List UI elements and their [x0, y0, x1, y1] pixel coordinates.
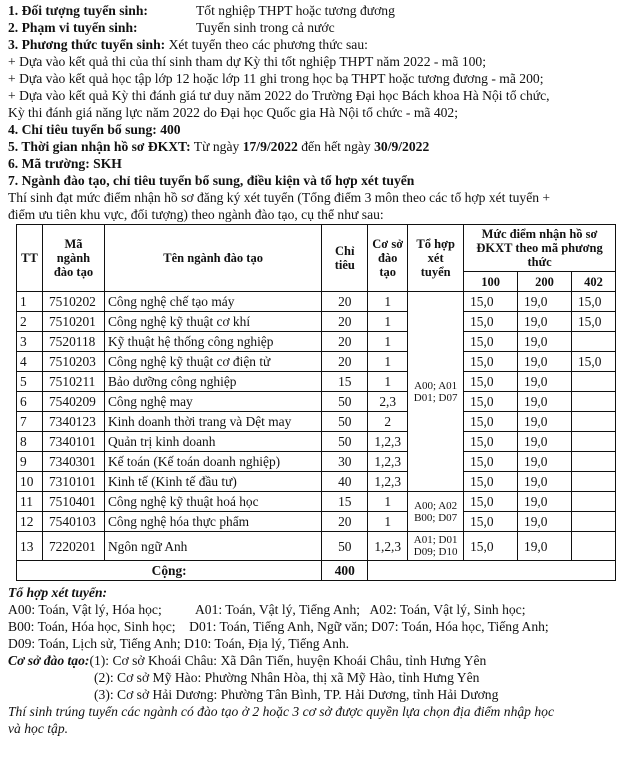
- cell-name: Kế toán (Kế toán doanh nghiệp): [104, 452, 321, 472]
- cell-quota: 20: [322, 292, 368, 312]
- cell-quota: 15: [322, 492, 368, 512]
- cell-combo: A00; A01 D01; D07: [408, 292, 464, 492]
- cell-score-200: 19,0: [518, 332, 572, 352]
- cell-score-100: 15,0: [464, 412, 518, 432]
- table-row: [17, 432, 616, 452]
- cell-campus: 1: [368, 312, 408, 332]
- cell-quota: 40: [322, 472, 368, 492]
- cell-name: Kinh tế (Kinh tế đầu tư): [104, 472, 321, 492]
- cell-campus: 2,3: [368, 392, 408, 412]
- cell-score-100: 15,0: [464, 452, 518, 472]
- table-row: [17, 392, 616, 412]
- cell-tt: 11: [17, 492, 43, 512]
- section-3: 3. Phương thức tuyển sinh: Xét tuyển theo các phương thức sau:: [8, 37, 368, 52]
- table-row: [17, 412, 616, 432]
- th-100: 100: [464, 272, 518, 292]
- table-row: [17, 512, 616, 532]
- cell-quota: 20: [322, 312, 368, 332]
- cell-code: 7510401: [42, 492, 104, 512]
- cell-score-402: [571, 492, 615, 512]
- cell-code: 7520118: [42, 332, 104, 352]
- cell-score-402: [571, 532, 615, 561]
- method-100: + Dựa vào kết quả thi của thí sinh tham dự Kỳ thi tốt nghiệp THPT năm 2022 - mã 100;: [8, 54, 486, 69]
- cell-combo: A01; D01 D09; D10: [408, 532, 464, 561]
- table-row: [17, 472, 616, 492]
- intro-line-2: điểm ưu tiên khu vực, đối tượng) theo ngành đào tạo, cụ thể như sau:: [8, 207, 384, 222]
- cell-score-402: 15,0: [571, 292, 615, 312]
- cell-tt: 5: [17, 372, 43, 392]
- cell-score-200: 19,0: [518, 312, 572, 332]
- cell-quota: 20: [322, 332, 368, 352]
- cell-campus: 1,2,3: [368, 452, 408, 472]
- cell-campus: 1: [368, 512, 408, 532]
- th-tt: TT: [17, 225, 43, 292]
- combo-title: Tổ hợp xét tuyển:: [8, 585, 108, 600]
- cell-score-200: 19,0: [518, 432, 572, 452]
- cell-score-200: 19,0: [518, 412, 572, 432]
- cell-campus: 1,2,3: [368, 532, 408, 561]
- cell-score-100: 15,0: [464, 432, 518, 452]
- table-row: [17, 532, 616, 561]
- method-402-a: + Dựa vào kết quả Kỳ thi đánh giá tư duy năm 2022 do Trường Đại học Bách khoa Hà Nội tổ chức,: [8, 88, 550, 103]
- cell-quota: 15: [322, 372, 368, 392]
- cell-tt: 4: [17, 352, 43, 372]
- cell-code: 7540103: [42, 512, 104, 532]
- method-200: + Dựa vào kết quả học tập lớp 12 hoặc lớp 11 ghi trong học bạ THPT hoặc tương đương - mã 200;: [8, 71, 544, 86]
- cell-score-402: [571, 472, 615, 492]
- table-row: [17, 292, 616, 312]
- cell-quota: 50: [322, 392, 368, 412]
- campus-line: (2): Cơ sở Mỹ Hào: Phường Nhân Hòa, thị xã Mỹ Hào, tỉnh Hưng Yên: [94, 670, 480, 685]
- table-row: [17, 352, 616, 372]
- cell-code: 7540209: [42, 392, 104, 412]
- section-5: 5. Thời gian nhận hồ sơ ĐKXT: Từ ngày 17/9/2022 đến hết ngày 30/9/2022: [8, 139, 430, 154]
- table-row: [17, 312, 616, 332]
- cell-score-100: 15,0: [464, 472, 518, 492]
- total-value: 400: [322, 561, 368, 581]
- cell-score-100: 15,0: [464, 372, 518, 392]
- cell-campus: 1,2,3: [368, 432, 408, 452]
- total-empty: [368, 561, 616, 581]
- cell-score-402: 15,0: [571, 312, 615, 332]
- note-line: và học tập.: [8, 721, 69, 736]
- table-row: [17, 372, 616, 392]
- cell-quota: 20: [322, 352, 368, 372]
- cell-score-402: [571, 432, 615, 452]
- cell-combo: A00; A02 B00; D07: [408, 492, 464, 532]
- combo-line: D09: Toán, Lịch sử, Tiếng Anh; D10: Toán, Địa lý, Tiếng Anh.: [8, 636, 350, 651]
- cell-tt: 13: [17, 532, 43, 561]
- cell-score-402: [571, 332, 615, 352]
- th-campus: Cơ sở đào tạo: [368, 225, 408, 292]
- cell-tt: 9: [17, 452, 43, 472]
- cell-score-402: [571, 512, 615, 532]
- cell-name: Công nghệ hóa thực phẩm: [104, 512, 321, 532]
- total-label: Cộng:: [17, 561, 322, 581]
- th-name: Tên ngành đào tạo: [104, 225, 321, 292]
- cell-name: Công nghệ kỹ thuật cơ khí: [104, 312, 321, 332]
- cell-name: Kỹ thuật hệ thống công nghiệp: [104, 332, 321, 352]
- cell-campus: 1: [368, 292, 408, 312]
- cell-score-100: 15,0: [464, 312, 518, 332]
- programs-table: [16, 224, 616, 581]
- cell-score-100: 15,0: [464, 492, 518, 512]
- section-7: 7. Ngành đào tạo, chỉ tiêu tuyển bổ sung, điều kiện và tổ hợp xét tuyển: [8, 173, 415, 188]
- cell-score-100: 15,0: [464, 352, 518, 372]
- cell-tt: 6: [17, 392, 43, 412]
- section-2: 2. Phạm vi tuyển sinh: Tuyển sinh trong cả nước: [8, 20, 335, 35]
- total-row: [17, 561, 616, 581]
- cell-score-200: 19,0: [518, 392, 572, 412]
- table-body: [17, 292, 616, 581]
- cell-quota: 30: [322, 452, 368, 472]
- combo-line: A00: Toán, Vật lý, Hóa học; A01: Toán, Vật lý, Tiếng Anh; A02: Toán, Vật lý, Sinh học;: [8, 602, 526, 617]
- cell-score-402: [571, 392, 615, 412]
- cell-name: Bảo dưỡng công nghiệp: [104, 372, 321, 392]
- cell-quota: 50: [322, 412, 368, 432]
- cell-name: Công nghệ kỹ thuật cơ điện tử: [104, 352, 321, 372]
- combo-line: B00: Toán, Hóa học, Sinh học; D01: Toán, Tiếng Anh, Ngữ văn; D07: Toán, Hóa học, Tiếng Anh;: [8, 619, 549, 634]
- cell-campus: 1,2,3: [368, 472, 408, 492]
- cell-quota: 20: [322, 512, 368, 532]
- cell-code: 7340101: [42, 432, 104, 452]
- cell-score-200: 19,0: [518, 452, 572, 472]
- cell-name: Ngôn ngữ Anh: [104, 532, 321, 561]
- table-row: [17, 492, 616, 512]
- cell-tt: 1: [17, 292, 43, 312]
- cell-tt: 8: [17, 432, 43, 452]
- campus-line: Cơ sở đào tạo:(1): Cơ sở Khoái Châu: Xã Dân Tiến, huyện Khoái Châu, tỉnh Hưng Yên: [8, 653, 487, 668]
- cell-tt: 7: [17, 412, 43, 432]
- th-quota: Chỉ tiêu: [322, 225, 368, 292]
- cell-name: Quản trị kinh doanh: [104, 432, 321, 452]
- cell-score-200: 19,0: [518, 492, 572, 512]
- cell-name: Kinh doanh thời trang và Dệt may: [104, 412, 321, 432]
- cell-score-402: [571, 452, 615, 472]
- cell-code: 7510201: [42, 312, 104, 332]
- table-row: [17, 332, 616, 352]
- cell-tt: 10: [17, 472, 43, 492]
- section-1: 1. Đối tượng tuyển sinh: Tốt nghiệp THPT hoặc tương đương: [8, 3, 395, 18]
- cell-code: 7510203: [42, 352, 104, 372]
- campus-line: (3): Cơ sở Hải Dương: Phường Tân Bình, TP. Hải Dương, tỉnh Hải Dương: [94, 687, 499, 702]
- cell-score-200: 19,0: [518, 532, 572, 561]
- cell-campus: 1: [368, 372, 408, 392]
- method-402-b: Kỳ thi đánh giá năng lực năm 2022 do Đại học Quốc gia Hà Nội tổ chức - mã 402;: [8, 105, 459, 120]
- cell-campus: 1: [368, 352, 408, 372]
- section-4: 4. Chỉ tiêu tuyển bổ sung: 400: [8, 122, 181, 137]
- cell-code: 7220201: [42, 532, 104, 561]
- cell-score-100: 15,0: [464, 532, 518, 561]
- cell-score-200: 19,0: [518, 472, 572, 492]
- cell-code: 7340301: [42, 452, 104, 472]
- cell-name: Công nghệ chế tạo máy: [104, 292, 321, 312]
- intro-line-1: Thí sinh đạt mức điểm nhận hồ sơ đăng ký xét tuyển (Tổng điểm 3 môn theo các tổ hợp xét tuyển +: [8, 190, 551, 205]
- cell-score-402: [571, 372, 615, 392]
- th-code: Mã ngành đào tạo: [42, 225, 104, 292]
- th-402: 402: [571, 272, 615, 292]
- cell-campus: 1: [368, 492, 408, 512]
- cell-score-200: 19,0: [518, 512, 572, 532]
- cell-score-402: [571, 412, 615, 432]
- cell-score-200: 19,0: [518, 292, 572, 312]
- cell-score-200: 19,0: [518, 372, 572, 392]
- th-200: 200: [518, 272, 572, 292]
- cell-code: 7510211: [42, 372, 104, 392]
- cell-code: 7510202: [42, 292, 104, 312]
- cell-code: 7340123: [42, 412, 104, 432]
- cell-name: Công nghệ may: [104, 392, 321, 412]
- cell-score-100: 15,0: [464, 332, 518, 352]
- th-combo: Tổ hợp xét tuyển: [408, 225, 464, 292]
- cell-quota: 50: [322, 432, 368, 452]
- note-line: Thí sinh trúng tuyển các ngành có đào tạo ở 2 hoặc 3 cơ sở được quyền lựa chọn địa điểm nhập học: [8, 704, 554, 719]
- cell-score-402: 15,0: [571, 352, 615, 372]
- cell-score-100: 15,0: [464, 512, 518, 532]
- cell-campus: 1: [368, 332, 408, 352]
- cell-tt: 12: [17, 512, 43, 532]
- cell-score-200: 19,0: [518, 352, 572, 372]
- cell-code: 7310101: [42, 472, 104, 492]
- cell-campus: 2: [368, 412, 408, 432]
- cell-quota: 50: [322, 532, 368, 561]
- cell-name: Công nghệ kỹ thuật hoá học: [104, 492, 321, 512]
- th-score-group: Mức điểm nhận hồ sơ ĐKXT theo mã phương thức: [464, 225, 616, 272]
- section-6: 6. Mã trường: SKH: [8, 156, 122, 171]
- cell-score-100: 15,0: [464, 292, 518, 312]
- table-row: [17, 452, 616, 472]
- cell-tt: 3: [17, 332, 43, 352]
- cell-tt: 2: [17, 312, 43, 332]
- cell-score-100: 15,0: [464, 392, 518, 412]
